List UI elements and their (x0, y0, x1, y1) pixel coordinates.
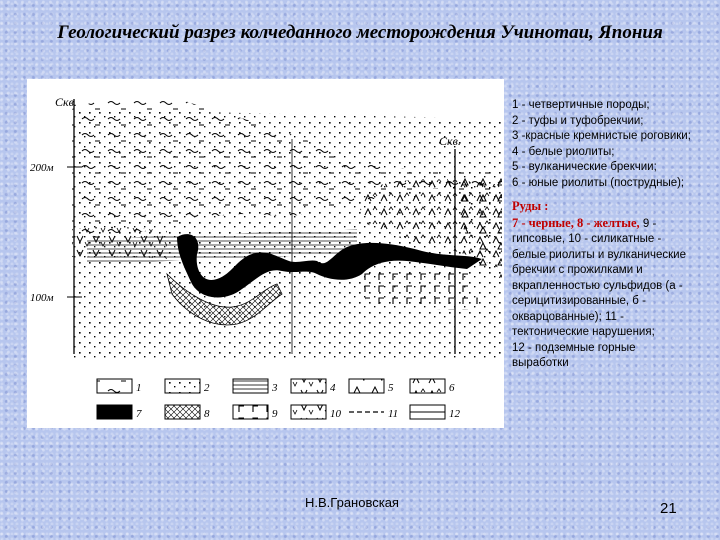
legend-num-12: 12 (449, 408, 460, 420)
legend-rock-2: 2 - туфы и туфобрекчии; (512, 114, 644, 127)
swatch-2 (165, 379, 200, 393)
legend-num-4: 4 (330, 382, 336, 394)
legend-rock-1: 1 - четвертичные породы; (512, 99, 650, 111)
geological-section-figure (27, 79, 504, 428)
geological-section-svg (27, 79, 504, 428)
swatch-1 (97, 379, 132, 393)
swatch-4 (291, 379, 326, 393)
legend-rock-6: 6 - юные риолиты (пострудные); (512, 176, 685, 189)
swatch-5 (349, 379, 384, 393)
depth-label-200: 200м (30, 162, 54, 174)
author-name: Н.В.Грановская (305, 495, 399, 510)
legend-num-10: 10 (330, 408, 341, 420)
swatch-9 (233, 405, 268, 419)
legend-text (512, 98, 692, 372)
ores-heading: Руды : (512, 199, 549, 213)
legend-rock-3: 3 -красные кремнистые роговики; (512, 130, 691, 142)
page-number: 21 (660, 500, 677, 517)
swatch-10 (291, 405, 326, 419)
legend-num-3: 3 (272, 382, 278, 394)
legend-num-5: 5 (388, 382, 394, 394)
swatch-3 (233, 379, 268, 393)
slide-title: Геологический разрез колчеданного месторождения Учинотаи, Япония (57, 22, 663, 43)
ores-paragraph (512, 199, 692, 341)
legend-num-11: 11 (388, 408, 399, 420)
legend-rock-4: 4 - белые риолиты; (512, 145, 615, 158)
legend-rock-5: 5 - вулканические брекчии; (512, 161, 657, 173)
legend-num-1: 1 (136, 382, 142, 394)
legend-num-7: 7 (136, 408, 142, 420)
legend-swatches (97, 379, 461, 420)
well-label-right: Скв. (439, 134, 461, 148)
well-label-left: Скв. (55, 95, 77, 109)
swatch-7 (97, 405, 132, 419)
ores-rest-items: 9 - гипсовые, 10 - силикатные - белые риолиты и вулканические брекчии с прожилками и вкрапленностью сульфидов (а - серицитизированные, б - окварцованные); 11 - тектонические нарушения; (512, 217, 686, 338)
silicate-ore-zone (357, 269, 482, 310)
depth-label-100: 100м (30, 292, 54, 304)
legend-num-2: 2 (204, 382, 210, 394)
swatch-6 (410, 379, 445, 393)
ores-red-items: 7 - черные, 8 - желтые, (512, 215, 640, 230)
legend-num-6: 6 (449, 382, 455, 394)
legend-item-12: 12 - подземные горные выработки (512, 341, 636, 369)
legend-num-9: 9 (272, 408, 278, 420)
legend-num-8: 8 (204, 408, 210, 420)
swatch-8 (165, 405, 200, 419)
